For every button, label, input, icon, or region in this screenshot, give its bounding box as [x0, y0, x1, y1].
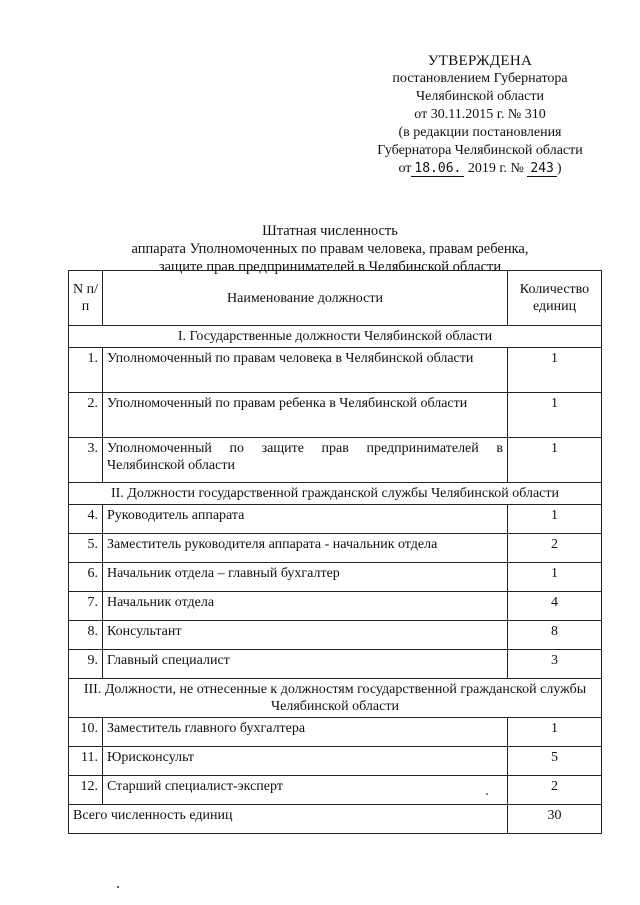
date-prefix: от [398, 161, 412, 176]
row-name: Уполномоченный по защите прав предпринимателей в Челябинской области [103, 438, 508, 483]
title-line: Штатная численность [262, 223, 398, 239]
table-row [69, 621, 602, 650]
row-num: 5. [69, 534, 103, 563]
handwritten-date: 18.06. [411, 161, 464, 177]
row-num: 2. [69, 393, 103, 438]
total-qty: 30 [508, 805, 602, 834]
row-name: Начальник отдела – главный бухгалтер [103, 563, 508, 592]
scan-speck [117, 886, 119, 888]
row-qty: 4 [508, 592, 602, 621]
row-num: 3. [69, 438, 103, 483]
table-row [69, 505, 602, 534]
row-qty: 1 [508, 393, 602, 438]
section-row [69, 483, 602, 505]
section-title: I. Государственные должности Челябинской области [69, 326, 602, 348]
row-qty: 5 [508, 747, 602, 776]
total-label: Всего численность единиц [69, 805, 508, 834]
row-name: Главный специалист [103, 650, 508, 679]
row-name: Консультант [103, 621, 508, 650]
section-title: II. Должности государственной гражданской службы Челябинской области [69, 483, 602, 505]
staff-table [68, 270, 602, 834]
header-num: N п/п [69, 271, 103, 326]
row-name: Руководитель аппарата [103, 505, 508, 534]
section-title: III. Должности, не отнесенные к должностям государственной гражданской службы Челябинской области [69, 679, 602, 718]
title-line: аппарата Уполномоченных по правам человека, правам ребенка, [131, 241, 529, 257]
row-qty: 1 [508, 718, 602, 747]
table-row [69, 650, 602, 679]
table-header-row [69, 271, 602, 326]
row-num: 4. [69, 505, 103, 534]
approval-line: постановлением Губернатора [392, 71, 568, 86]
approval-line: от 30.11.2015 г. № 310 [414, 107, 546, 122]
row-num: 1. [69, 348, 103, 393]
row-qty: 1 [508, 348, 602, 393]
date-mid: 2019 г. № [467, 161, 524, 176]
table-row [69, 438, 602, 483]
approval-line: Губернатора Челябинской области [377, 143, 583, 158]
header-name: Наименование должности [103, 271, 508, 326]
date-suffix: ) [556, 161, 562, 176]
table-row [69, 393, 602, 438]
row-name: Уполномоченный по правам ребенка в Челябинской области [103, 393, 508, 438]
section-row [69, 679, 602, 718]
section-row [69, 326, 602, 348]
row-qty: 1 [508, 438, 602, 483]
total-row [69, 805, 602, 834]
approval-date-line [330, 160, 630, 178]
scan-speck [486, 793, 488, 795]
table-row [69, 348, 602, 393]
row-qty: 3 [508, 650, 602, 679]
document-title [60, 222, 600, 276]
row-num: 11. [69, 747, 103, 776]
row-name: Заместитель руководителя аппарата - начальник отдела [103, 534, 508, 563]
approval-line: (в редакции постановления [398, 125, 562, 140]
table-row [69, 563, 602, 592]
handwritten-number: 243 [527, 161, 556, 177]
approval-heading: УТВЕРЖДЕНА [427, 53, 533, 69]
row-name: Заместитель главного бухгалтера [103, 718, 508, 747]
table-row [69, 747, 602, 776]
row-num: 7. [69, 592, 103, 621]
row-num: 8. [69, 621, 103, 650]
approval-line: Челябинской области [416, 89, 544, 104]
header-qty: Количество единиц [508, 271, 602, 326]
row-name: Старший специалист-эксперт [103, 776, 508, 805]
table-row [69, 776, 602, 805]
row-name: Начальник отдела [103, 592, 508, 621]
row-name: Юрисконсульт [103, 747, 508, 776]
table-row [69, 534, 602, 563]
row-qty: 2 [508, 776, 602, 805]
row-num: 10. [69, 718, 103, 747]
row-qty: 8 [508, 621, 602, 650]
row-qty: 1 [508, 563, 602, 592]
row-qty: 2 [508, 534, 602, 563]
row-num: 12. [69, 776, 103, 805]
row-num: 9. [69, 650, 103, 679]
row-qty: 1 [508, 505, 602, 534]
title-line: защите прав предпринимателей в Челябинской области [158, 259, 502, 275]
table-row [69, 592, 602, 621]
table-row [69, 718, 602, 747]
row-name: Уполномоченный по правам человека в Челябинской области [103, 348, 508, 393]
approval-stamp [330, 52, 630, 178]
row-num: 6. [69, 563, 103, 592]
